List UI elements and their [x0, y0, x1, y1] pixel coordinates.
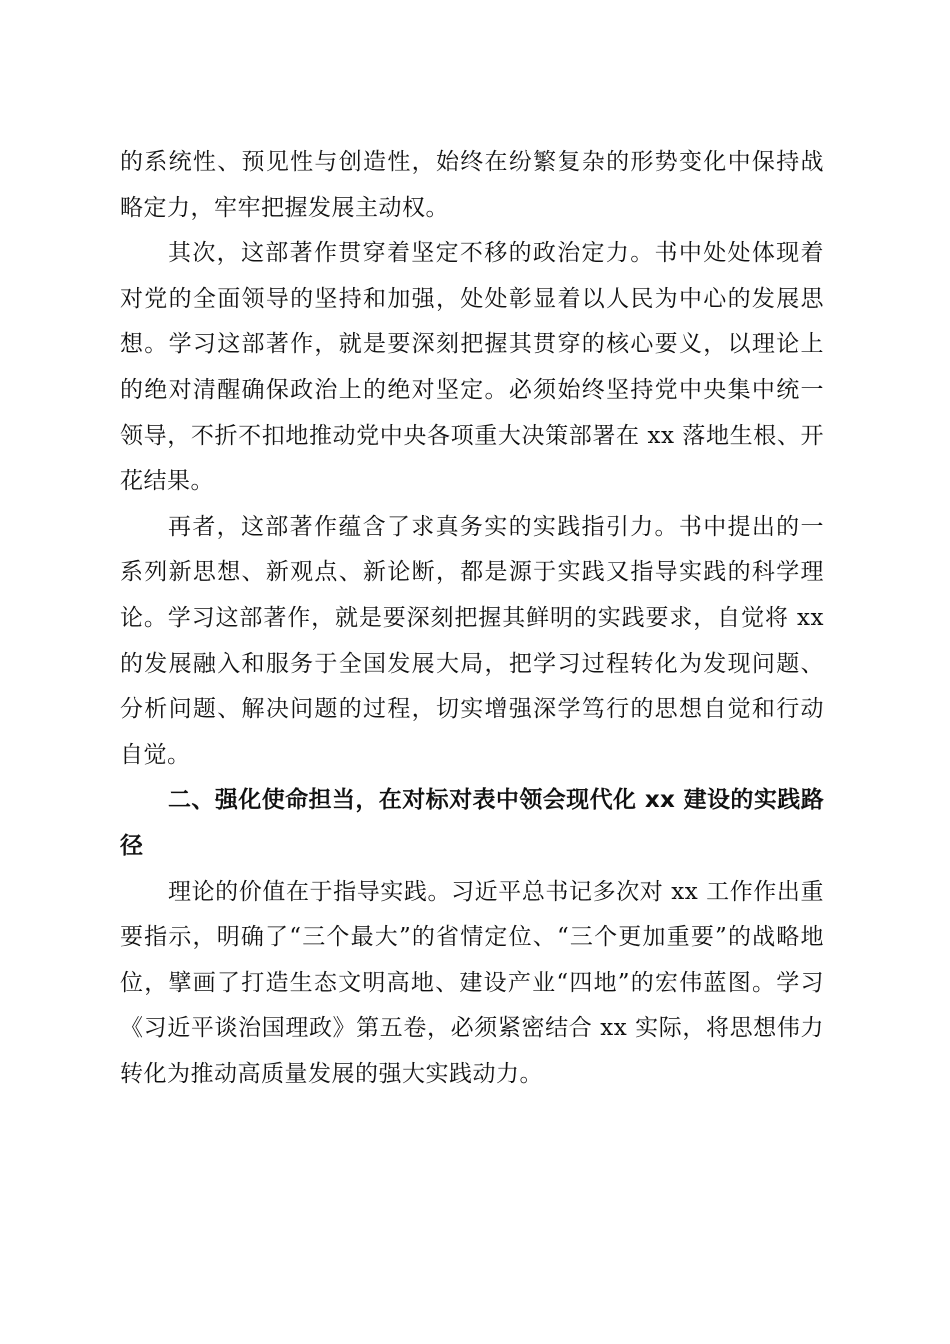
paragraph-political-stability: 其次，这部著作贯穿着坚定不移的政治定力。书中处处体现着对党的全面领导的坚持和加强，处处彰显着以人民为中心的发展思想。学习这部著作，就是要深刻把握其贯穿的核心要义，以理论上的绝对清醒确保政治上的绝对坚定。必须始终坚持党中央集中统一领导，不折不扣地推动党中央各项重大决策部署在 xx 落地生根、开花结果。 [120, 240, 824, 495]
document-body [120, 140, 824, 1097]
paragraph-practical-guidance: 再者，这部著作蕴含了求真务实的实践指引力。书中提出的一系列新思想、新观点、新论断，都是源于实践又指导实践的科学理论。学习这部著作，就是要深刻把握其鲜明的实践要求，自觉将 xx 的发展融入和服务于全国发展大局，把学习过程转化为发现问题、分析问题、解决问题的过程，切实增强深学笃行的思想自觉和行动自觉。 [120, 513, 824, 768]
section-heading: 二、强化使命担当，在对标对表中领会现代化 xx 建设的实践路径 [120, 787, 824, 859]
paragraph-theory-value: 理论的价值在于指导实践。习近平总书记多次对 xx 工作作出重要指示，明确了“三个最大”的省情定位、“三个更加重要”的战略地位，擘画了打造生态文明高地、建设产业“四地”的宏伟蓝图。学习《习近平谈治国理政》第五卷，必须紧密结合 xx 实际，将思想伟力转化为推动高质量发展的强大实践动力。 [120, 878, 824, 1087]
paragraph-continuation: 的系统性、预见性与创造性，始终在纷繁复杂的形势变化中保持战略定力，牢牢把握发展主动权。 [120, 149, 824, 221]
